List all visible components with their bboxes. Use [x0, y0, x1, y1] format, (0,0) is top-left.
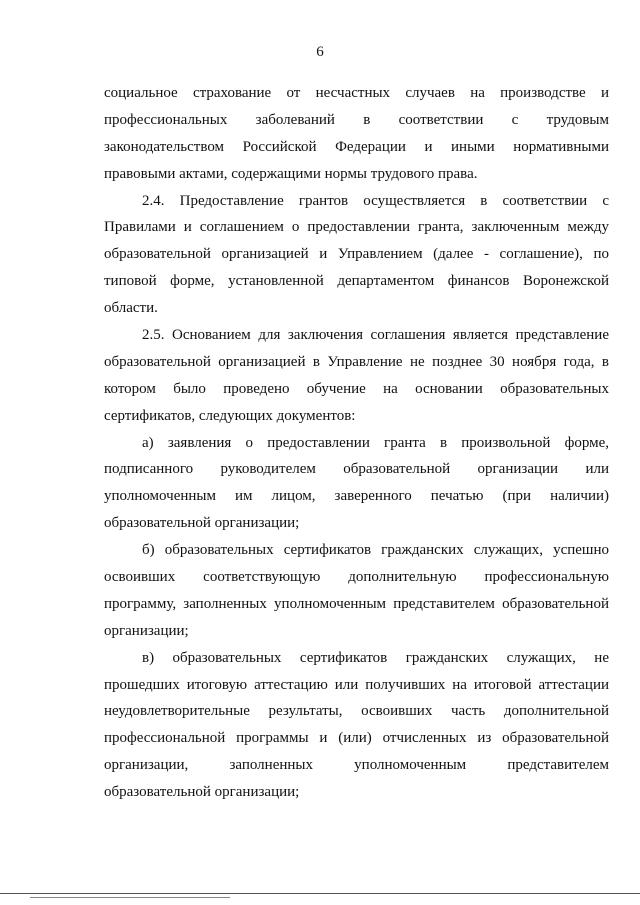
text-line: освоивших соответствующую дополнительную профессиональную — [104, 569, 609, 586]
text-line: социальное страхование от несчастных случаев на производстве и — [104, 85, 609, 101]
text-line: правовыми актами, содержащими нормы трудового права. — [104, 165, 478, 182]
text-line: профессиональной программы и (или) отчисленных из образовательной — [104, 730, 609, 747]
text-line: профессиональных заболеваний в соответствии с трудовым — [104, 111, 609, 128]
page-number: 6 — [316, 44, 324, 60]
text-line: подписанного руководителем образовательной организации или — [104, 461, 609, 478]
text-line: котором было проведено обучение на основании образовательных — [104, 380, 609, 397]
text-line: уполномоченным им лицом, заверенного печатью (при наличии) — [104, 488, 609, 505]
text-line: программу, заполненных уполномоченным представителем образовательной — [104, 595, 609, 612]
paragraph-2-4 — [104, 188, 609, 322]
document-body — [104, 80, 609, 806]
text-line: неудовлетворительные результаты, освоивших часть дополнительной — [104, 703, 609, 720]
text-line: типовой форме, установленной департаментом финансов Воронежской — [104, 273, 609, 290]
text-line: образовательной организации; — [104, 784, 300, 801]
text-line: а) заявления о предоставлении гранта в произвольной форме, — [142, 434, 609, 451]
text-line: образовательной организацией и Управлением (далее - соглашение), по — [104, 246, 609, 263]
text-line: 2.4. Предоставление грантов осуществляется в соответствии с — [142, 192, 609, 209]
text-line: области. — [104, 300, 158, 317]
text-line: образовательной организации; — [104, 515, 300, 532]
list-item-b — [104, 537, 609, 645]
paragraph-2-5 — [104, 322, 609, 430]
text-line: Правилами и соглашением о предоставлении гранта, заключенным между — [104, 219, 609, 236]
text-line: б) образовательных сертификатов гражданских служащих, успешно — [142, 542, 609, 559]
text-line: законодательством Российской Федерации и иными нормативными — [104, 138, 609, 155]
footer-divider — [0, 893, 640, 894]
text-line: сертификатов, следующих документов: — [104, 407, 356, 424]
list-item-v — [104, 645, 609, 806]
text-line: 2.5. Основанием для заключения соглашения является представление — [142, 327, 609, 344]
list-item-a — [104, 430, 609, 538]
text-line: организации; — [104, 622, 189, 639]
text-line: прошедших итоговую аттестацию или получивших на итоговой аттестации — [104, 676, 609, 693]
paragraph-social-insurance — [104, 80, 609, 188]
text-line: образовательной организацией в Управление не позднее 30 ноября года, в — [104, 353, 609, 370]
text-line: организации, заполненных уполномоченным представителем — [104, 757, 609, 774]
footer-divider-secondary — [30, 897, 230, 898]
text-line: в) образовательных сертификатов гражданских служащих, не — [142, 649, 609, 666]
